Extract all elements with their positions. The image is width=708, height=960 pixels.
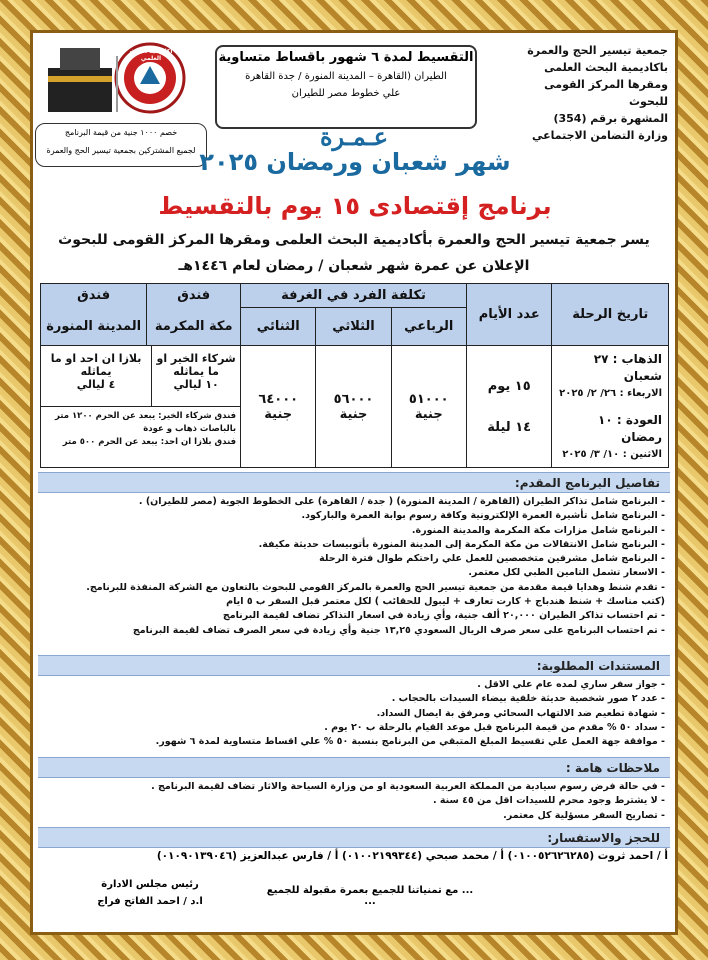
section-booking-heading: للحجز والاستفسار:	[38, 827, 670, 848]
mecca-hotel-name: شركاء الخير او ما يماثله	[156, 352, 236, 378]
section-details-heading: تفاصيل البرنامج المقدم:	[38, 472, 670, 493]
triple-price-cell	[316, 346, 391, 468]
days-value: ١٥ يوم	[487, 378, 531, 394]
documents-list	[40, 678, 665, 749]
double-price-cell	[241, 346, 316, 468]
board-name: ا.د / احمد الفاتح فراج	[97, 896, 203, 907]
list-item: - الاسعار تشمل التامين الطبي لكل معتمر.	[468, 567, 665, 579]
board-title: رئيس مجلس الادارة	[101, 879, 199, 890]
installment-box	[215, 45, 477, 129]
go-label: الذهاب : ٢٧ شعبان	[593, 351, 662, 383]
header-mecca-city: مكة المكرمة	[147, 308, 241, 346]
medina-hotel-nights: ٤ ليالي	[76, 378, 116, 391]
header-quad: الرباعي	[391, 308, 466, 346]
airline-text: علي خطوط مصر للطيران	[291, 88, 401, 99]
list-item: - جواز سفر ساري لمده عام علي الاقل .	[477, 679, 665, 690]
quad-price-cell	[391, 346, 466, 468]
hotels-cell	[41, 346, 241, 468]
header-room-cost: تكلفة الفرد في الغرفة	[241, 284, 467, 308]
hotel-distance-notes	[41, 406, 240, 452]
currency-label: جنية	[414, 406, 443, 422]
header-medina-hotel: فندق	[41, 284, 147, 308]
medina-hotel-info	[41, 346, 151, 406]
hotel-note: فندق شركاء الخير: يبعد عن الحرم ١٢٠٠ متر بالباصات ذهاب و عودة	[54, 411, 237, 434]
mecca-hotel-info	[151, 346, 240, 406]
season-title: شهر شعبان ورمضان ٢٠٢٥	[199, 148, 511, 176]
org-line: المشهرة برقم (354)	[553, 112, 668, 125]
org-line: جمعية تيسير الحج والعمرة	[527, 44, 668, 57]
organization-info	[508, 42, 668, 144]
list-item: - سداد ٥٠ % مقدم من قيمة البرنامج قبل موعد القيام بالرحلة ب ٢٠ يوم .	[324, 721, 665, 733]
list-item: - البرنامج شامل تأشيرة العمرة الإلكترونية وكافة رسوم بوابة العمرة والباركود.	[301, 510, 665, 522]
list-item: (كتب مناسك + شنط هندباج + كارت تعارف + ليبول للحقائب ) لكل معتمر قبل السفر ب ٥ ايام	[226, 596, 665, 608]
discount-line: خصم ١٠٠٠ جنية من قيمة البرنامج	[64, 128, 178, 137]
list-item: - البرنامج شامل الانتقالات من مكة المكرمة إلى المدينة المنورة بأتوبيسات حديثة مكيفة.	[258, 538, 665, 550]
list-item: - في حالة فرض رسوم سيادية من المملكة العربية السعودية او من وزارة السياحة والاثار تضاف لقيمة البرنامج .	[151, 781, 665, 792]
list-item: - البرنامج شامل تذاكر الطيران (القاهرة / المدينة المنورة) ( جدة / القاهرة) على الخطوط الجوية (مصر للطيران) .	[138, 496, 665, 507]
go-date: الاربعاء : ٢٦/ ٢/ ٢٠٢٥	[559, 387, 662, 399]
logo-area	[40, 40, 188, 118]
intro-line: الإعلان عن عمرة شهر شعبان / رمضان لعام ١٤٤٦هـ	[178, 258, 530, 274]
section-documents-heading: المستندات المطلوبة:	[38, 655, 670, 676]
quad-price: ٥١٠٠٠	[408, 391, 449, 407]
org-line: باكاديمية البحث العلمى	[544, 61, 668, 74]
currency-label: جنية	[339, 406, 368, 422]
notes-list	[40, 780, 665, 823]
header-triple: الثلاثي	[316, 308, 391, 346]
list-item: - تم احتساب البرنامج على سعر صرف الريال السعودي ١٣,٢٥ جنية وأي زيادة في سعر الصرف تضاف لقيمة البرنامج	[132, 624, 665, 636]
flight-route: الطيران (القاهرة – المدينة المنورة / جدة القاهرة	[245, 71, 447, 82]
mecca-hotel-nights: ١٠ ليالي	[173, 378, 219, 391]
org-line: ومقرها المركز القومى للبحوث	[544, 78, 668, 108]
pricing-table	[40, 283, 669, 468]
list-item: - تصاريح السفر مسؤلية كل معتمر.	[503, 809, 665, 821]
back-label: العودة : ١٠ رمضان	[598, 412, 662, 444]
list-item: - عدد ٢ صور شخصية حديثة خلفية بيضاء السيدات بالحجاب .	[391, 693, 665, 705]
header-mecca-hotel: فندق	[147, 284, 241, 308]
hotel-note: فندق بلازا ان احد: يبعد عن الحرم ٥٠٠ متر	[62, 437, 237, 447]
medina-hotel-name: بلازا ان احد او ما يماثله	[50, 352, 142, 378]
section-notes-heading: ملاحظات هامة :	[38, 757, 670, 778]
list-item: - موافقة جهة العمل علي تقسيط المبلغ المتبقي من البرنامج بنسبة ٥٠ % علي اقساط متساوية لمدة ٦ شهور.	[155, 736, 665, 748]
trip-dates-cell	[552, 346, 669, 468]
header-double: الثنائي	[241, 308, 316, 346]
list-item: - تقدم شنط وهدايا قيمة مقدمة من جمعية تيسير الحج والعمرة بالمركز القومي للبحوث بالتعاون مع الشركة المنفذة للبرنامج.	[86, 581, 665, 593]
list-item: - تم احتساب تذاكر الطيران ٢٠,٠٠٠ ألف جنية، وأي زيادة في اسعار التذاكر تضاف لقيمة البرنامج	[222, 610, 665, 622]
closing-wish: ... مع تمنياتنا للجميع بعمرة مقبولة للجميع ...	[266, 885, 474, 907]
logo-text: أكاديمية البحث العلمي	[129, 48, 173, 62]
header-trip-date: تاريخ الرحلة	[552, 284, 669, 346]
details-list	[40, 495, 665, 638]
currency-label: جنية	[264, 406, 293, 422]
program-title: برنامج إقتصادى ١٥ يوم بالتقسيط	[158, 192, 552, 220]
intro-line: يسر جمعية تيسير الحج والعمرة بأكاديمية البحث العلمى ومقرها المركز القومى للبحوث	[58, 232, 650, 248]
header-days: عدد الأيام	[466, 284, 552, 346]
list-item: - لا يشترط وجود محرم للسيدات اقل من ٤٥ سنة .	[432, 795, 665, 807]
double-price: ٦٤٠٠٠	[258, 391, 299, 407]
installment-text: التقسيط لمدة ٦ شهور باقساط متساوية	[218, 50, 474, 65]
discount-line: لجميع المشتركين بجمعية تيسير الحج والعمرة	[46, 146, 196, 155]
back-date: الاثنين : ١٠/ ٣/ ٢٠٢٥	[562, 448, 662, 460]
contact-numbers: أ / احمد ثروت (٠١٠٠٥٢٦٢٦٢٨٥) أ / محمد صبحي (٠١٠٠٢١٩٩٣٤٤) أ / فارس عبدالعزيز (٠١٠٩٠١٣٩٠٤٦)	[156, 850, 668, 862]
org-line: وزارة التضامن الاجتماعي	[531, 129, 668, 142]
list-item: - البرنامج شامل مشرفين متخصصين للعمل علي راحتكم طوال فترة الرحلة	[319, 553, 665, 565]
signature-block	[70, 876, 230, 910]
umrah-title: عـمـرة	[319, 122, 389, 151]
duration-cell	[466, 346, 552, 468]
list-item: - شهادة تطعيم ضد الالتهاب السحائي ومرفق بة ايصال السداد.	[376, 707, 665, 719]
list-item: - البرنامج شامل مزارات مكة المكرمة والمدينة المنورة.	[411, 524, 665, 536]
triple-price: ٥٦٠٠٠	[333, 391, 374, 407]
header-medina-city: المدينة المنورة	[41, 308, 147, 346]
nights-value: ١٤ ليلة	[487, 419, 532, 435]
